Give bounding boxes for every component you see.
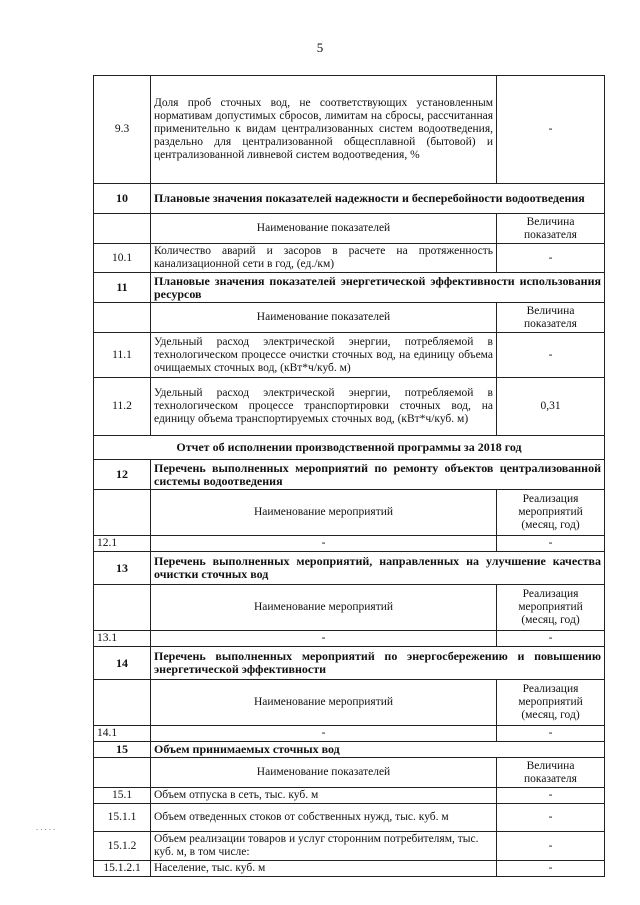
column-header-row [94,758,605,788]
column-header-value: Реализация мероприятий (месяц, год) [497,490,605,536]
section-title: Объем принимаемых сточных вод [151,742,605,758]
row-text: Доля проб сточных вод, не соответствующих установленным нормативам допустимых сбросов, лимитам на сбросы, рассчитанная применительно к видам централизованных систем водоотведения, раздельно для централизованной общесплавной (бытовой) и централизованной ливневой систем водоотведения, % [151,76,497,184]
column-header-value: Величина показателя [497,214,605,244]
column-header-name: Наименование мероприятий [151,490,497,536]
row-text: Объем отведенных стоков от собственных нужд, тыс. куб. м [151,804,497,832]
section-title: Плановые значения показателей надежности и бесперебойности водоотведения [151,184,605,214]
table-row [94,726,605,742]
section-title: Перечень выполненных мероприятий по ремонту объектов централизованной системы водоотведения [151,460,605,490]
row-value: - [497,244,605,273]
row-value: - [497,333,605,378]
section-header [94,647,605,680]
page-number: 5 [316,40,324,55]
column-header-value: Реализация мероприятий (месяц, год) [497,680,605,726]
row-text: Удельный расход электрической энергии, потребляемой в технологическом процессе очистки сточных вод, на единицу объема очищаемых сточных вод, (кВт*ч/куб. м) [151,333,497,378]
row-number: 11.1 [94,333,151,378]
row-number: 13.1 [94,631,151,647]
column-header-name: Наименование показателей [151,214,497,244]
row-text: - [151,631,497,647]
section-title: Плановые значения показателей энергетической эффективности использования ресурсов [151,273,605,303]
column-header-value: Величина показателя [497,758,605,788]
section-number: 13 [94,552,151,585]
row-value: - [497,536,605,552]
row-number: 14.1 [94,726,151,742]
table-row [94,861,605,877]
column-header-row [94,585,605,631]
column-header-row [94,303,605,333]
table-row [94,244,605,273]
row-text: Население, тыс. куб. м [151,861,497,877]
column-header-value: Величина показателя [497,303,605,333]
report-title: Отчет об исполнении производственной программы за 2018 год [94,436,605,460]
row-value: 0,31 [497,378,605,436]
section-number: 12 [94,460,151,490]
row-value: - [497,788,605,804]
row-text: Количество аварий и засоров в расчете на протяженность канализационной сети в год, (ед./км) [151,244,497,273]
row-number: 15.1.2 [94,832,151,861]
section-header [94,273,605,303]
section-header [94,552,605,585]
row-value: - [497,76,605,184]
table-row [94,378,605,436]
row-value: - [497,832,605,861]
table-row [94,788,605,804]
table-row [94,76,605,184]
row-number: 15.1.1 [94,804,151,832]
column-header-row [94,490,605,536]
table-row [94,333,605,378]
column-header-name: Наименование мероприятий [151,585,497,631]
row-number: 15.1 [94,788,151,804]
column-header-name: Наименование мероприятий [151,680,497,726]
table-row [94,832,605,861]
table-row [94,631,605,647]
report-title-row [94,436,605,460]
row-value: - [497,726,605,742]
row-text: - [151,536,497,552]
row-number: 9.3 [94,76,151,184]
section-header [94,460,605,490]
section-title: Перечень выполненных мероприятий по энергосбережению и повышению энергетической эффективности [151,647,605,680]
section-title: Перечень выполненных мероприятий, направленных на улучшение качества очистки сточных вод [151,552,605,585]
column-header-row [94,680,605,726]
row-number: 12.1 [94,536,151,552]
row-text: Удельный расход электрической энергии, потребляемой в технологическом процессе транспортировки сточных вод, на единицу объема транспортируемых сточных вод, (кВт*ч/куб. м) [151,378,497,436]
section-header [94,184,605,214]
report-table [93,75,605,877]
column-header-value: Реализация мероприятий (месяц, год) [497,585,605,631]
row-value: - [497,804,605,832]
section-number: 15 [94,742,151,758]
row-text: Объем реализации товаров и услуг сторонним потребителям, тыс. куб. м, в том числе: [151,832,497,861]
section-number: 11 [94,273,151,303]
margin-mark: ..... [36,822,58,832]
row-value: - [497,631,605,647]
row-value: - [497,861,605,877]
column-header-row [94,214,605,244]
row-text: Объем отпуска в сеть, тыс. куб. м [151,788,497,804]
column-header-name: Наименование показателей [151,303,497,333]
section-number: 14 [94,647,151,680]
table-row [94,804,605,832]
row-number: 15.1.2.1 [94,861,151,877]
section-header [94,742,605,758]
section-number: 10 [94,184,151,214]
row-number: 10.1 [94,244,151,273]
row-number: 11.2 [94,378,151,436]
column-header-name: Наименование показателей [151,758,497,788]
table-row [94,536,605,552]
row-text: - [151,726,497,742]
